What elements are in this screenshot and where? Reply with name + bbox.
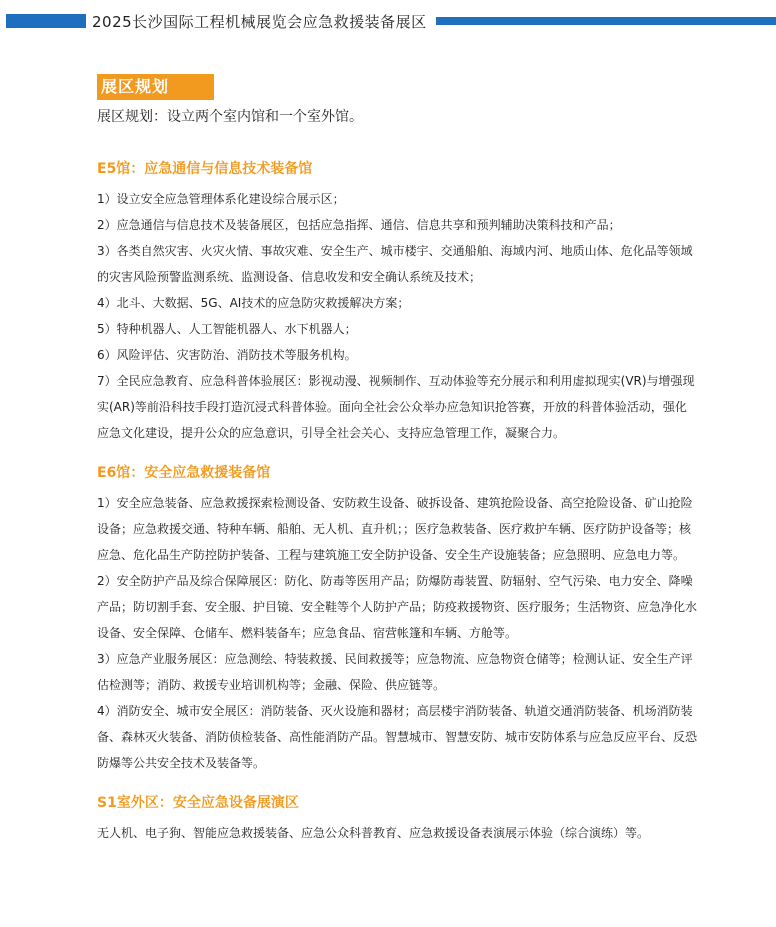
list-item: 6）风险评估、灾害防治、消防技术等服务机构。	[97, 348, 357, 362]
list-item: 7）全民应急教育、应急科普体验展区：影视动漫、视频制作、互动体验等充分展示和利用虚拟现实(VR)与增强现实(AR)等前沿科技手段打造沉浸式科普体验。面向全社会公众举办应急知识抢答赛，开放的科普体验活动，强化应急文化建设，提升公众的应急意识，引导全社会关心、支持应急管理工作，凝聚合力。	[97, 374, 695, 440]
list-item: 无人机、电子狗、智能应急救援装备、应急公众科普教育、应急救援设备表演展示体验（综合演练）等。	[97, 826, 650, 840]
hall-title: S1室外区：安全应急设备展演区	[97, 795, 299, 811]
page-header-title: 2025长沙国际工程机械展览会应急救援装备展区	[92, 13, 427, 31]
list-item: 1）安全应急装备、应急救援探索检测设备、安防救生设备、破拆设备、建筑抢险设备、高空抢险设备、矿山抢险设备；应急救援交通、特种车辆、船舶、无人机、直升机；；医疗急救装备、医疗救护车辆、医疗防护设备等；核应急、危化品生产防控防护装备、工程与建筑施工安全防护设备、安全生产设施装备；应急照明、应急电力等。	[97, 496, 693, 562]
section-badge: 展区规划	[97, 74, 214, 100]
hall-e5	[97, 158, 697, 446]
list-item: 4）北斗、大数据、5G、AI技术的应急防灾救援解决方案；	[97, 296, 410, 310]
hall-e6	[97, 462, 697, 776]
list-item: 2）应急通信与信息技术及装备展区，包括应急指挥、通信、信息共享和预判辅助决策科技和产品；	[97, 218, 621, 232]
header-accent-bar-left	[6, 14, 86, 28]
list-item: 4）消防安全、城市安全展区：消防装备、灭火设施和器材；高层楼宇消防装备、轨道交通消防装备、机场消防装备、森林灭火装备、消防侦检装备、高性能消防产品。智慧城市、智慧安防、城市安防体系与应急反应平台、反恐防爆等公共安全技术及装备等。	[97, 704, 698, 770]
hall-items	[97, 186, 697, 446]
header-accent-bar-right	[436, 17, 776, 25]
hall-s1	[97, 792, 697, 846]
list-item: 5）特种机器人、人工智能机器人、水下机器人；	[97, 322, 357, 336]
hall-items	[97, 820, 697, 846]
hall-title: E5馆：应急通信与信息技术装备馆	[97, 161, 313, 177]
section-intro: 展区规划：设立两个室内馆和一个室外馆。	[97, 109, 363, 125]
list-item: 3）各类自然灾害、火灾火情、事故灾难、安全生产、城市楼宇、交通船舶、海域内河、地质山体、危化品等领域的灾害风险预警监测系统、监测设备、信息收发和安全确认系统及技术；	[97, 244, 693, 284]
list-item: 1）设立安全应急管理体系化建设综合展示区；	[97, 192, 345, 206]
hall-title: E6馆：安全应急救援装备馆	[97, 465, 271, 481]
halls-content	[97, 158, 697, 862]
list-item: 3）应急产业服务展区：应急测绘、特装救援、民间救援等；应急物流、应急物资仓储等；检测认证、安全生产评估检测等；消防、救援专业培训机构等；金融、保险、供应链等。	[97, 652, 693, 692]
hall-items	[97, 490, 697, 776]
list-item: 2）安全防护产品及综合保障展区：防化、防毒等医用产品；防爆防毒装置、防辐射、空气污染、电力安全、降噪产品；防切割手套、安全服、护目镜、安全鞋等个人防护产品；防疫救援物资、医疗服务；生活物资、应急净化水设备、安全保障、仓储车、燃料装备车；应急食品、宿营帐篷和车辆、方舱等。	[97, 574, 698, 640]
